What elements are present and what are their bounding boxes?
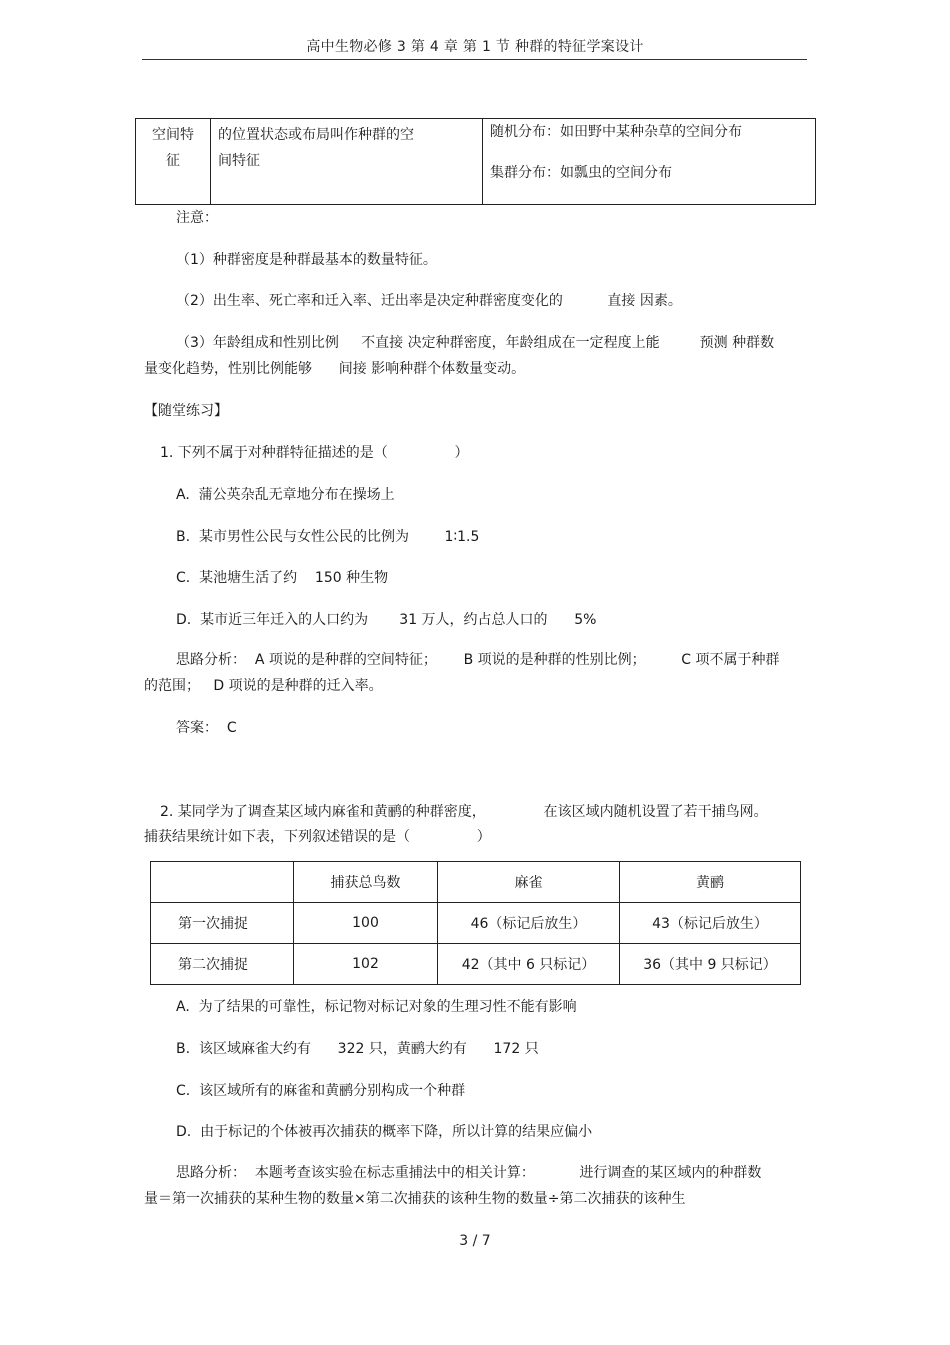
table-header-cell: 麻雀 bbox=[438, 862, 620, 903]
notes-heading: 注意： bbox=[176, 210, 218, 226]
note-2: （2）出生率、死亡率和迁入率、迁出率是决定种群密度变化的 直接 因素。 bbox=[176, 293, 682, 309]
note-1: （1）种群密度是种群最基本的数量特征。 bbox=[176, 252, 437, 268]
table-cell: 100 bbox=[294, 903, 438, 944]
note-3-line-1: （3）年龄组成和性别比例 不直接 决定种群密度，年龄组成在一定程度上能 预测 种群数 bbox=[176, 335, 775, 351]
spatial-feature-definition: 的位置状态或布局叫作种群的空 间特征 bbox=[211, 119, 483, 205]
page-header-title: 高中生物必修 3 第 4 章 第 1 节 种群的特征学案设计 bbox=[306, 39, 644, 55]
note-3-line-2: 量变化趋势，性别比例能够 间接 影响种群个体数量变动。 bbox=[144, 361, 526, 377]
capture-results-table bbox=[150, 861, 801, 985]
practice-heading: 【随堂练习】 bbox=[144, 403, 228, 419]
spatial-feature-table bbox=[135, 118, 816, 205]
question-1-option-d: D. 某市近三年迁入的人口约为 31 万人，约占总人口的 5% bbox=[176, 612, 597, 628]
table-cell: 42（其中 6 只标记） bbox=[438, 944, 620, 985]
question-2-stem-line-1: 2. 某同学为了调查某区域内麻雀和黄鹂的种群密度， 在该区域内随机设置了若干捕鸟网。 bbox=[160, 804, 768, 820]
page-number: 3 / 7 bbox=[459, 1233, 491, 1249]
table-header-cell bbox=[151, 862, 294, 903]
table-cell: 102 bbox=[294, 944, 438, 985]
table-row bbox=[151, 944, 801, 985]
table-cell: 46（标记后放生） bbox=[438, 903, 620, 944]
table-header-cell: 捕获总鸟数 bbox=[294, 862, 438, 903]
question-2-option-b: B. 该区域麻雀大约有 322 只，黄鹂大约有 172 只 bbox=[176, 1041, 539, 1057]
question-2-option-c: C. 该区域所有的麻雀和黄鹂分别构成一个种群 bbox=[176, 1083, 466, 1099]
question-2-option-d: D. 由于标记的个体被再次捕获的概率下降，所以计算的结果应偏小 bbox=[176, 1124, 593, 1140]
table-cell: 36（其中 9 只标记） bbox=[620, 944, 801, 985]
question-1-option-b: B. 某市男性公民与女性公民的比例为 1∶1.5 bbox=[176, 529, 480, 545]
spatial-feature-examples: 随机分布：如田野中某种杂草的空间分布 集群分布：如瓢虫的空间分布 bbox=[483, 119, 816, 205]
question-1-answer: 答案： C bbox=[176, 720, 237, 736]
table-cell: 43（标记后放生） bbox=[620, 903, 801, 944]
question-1-option-c: C. 某池塘生活了约 150 种生物 bbox=[176, 570, 389, 586]
table-cell: 第二次捕捉 bbox=[151, 944, 294, 985]
question-1-option-a: A. 蒲公英杂乱无章地分布在操场上 bbox=[176, 487, 395, 503]
question-2-stem-line-2: 捕获结果统计如下表，下列叙述错误的是（ ） bbox=[144, 829, 491, 845]
header-rule bbox=[142, 59, 807, 60]
table-header-cell: 黄鹂 bbox=[620, 862, 801, 903]
question-2-analysis-line-1: 思路分析： 本题考查该实验在标志重捕法中的相关计算： 进行调查的某区域内的种群数 bbox=[176, 1165, 762, 1181]
spatial-feature-label: 空间特 征 bbox=[136, 119, 211, 205]
table-header-row bbox=[151, 862, 801, 903]
question-1-analysis-line-2: 的范围； D 项说的是种群的迁入率。 bbox=[144, 678, 383, 694]
question-2-option-a: A. 为了结果的可靠性，标记物对标记对象的生理习性不能有影响 bbox=[176, 999, 577, 1015]
question-1-analysis-line-1: 思路分析： A 项说的是种群的空间特征； B 项说的是种群的性别比例； C 项不属于种群 bbox=[176, 652, 780, 668]
question-2-analysis-line-2: 量＝第一次捕获的某种生物的数量×第二次捕获的该种生物的数量÷第二次捕获的该种生 bbox=[144, 1191, 686, 1207]
table-row bbox=[151, 903, 801, 944]
question-1-stem: 1. 下列不属于对种群特征描述的是（ ） bbox=[160, 445, 469, 461]
table-cell: 第一次捕捉 bbox=[151, 903, 294, 944]
